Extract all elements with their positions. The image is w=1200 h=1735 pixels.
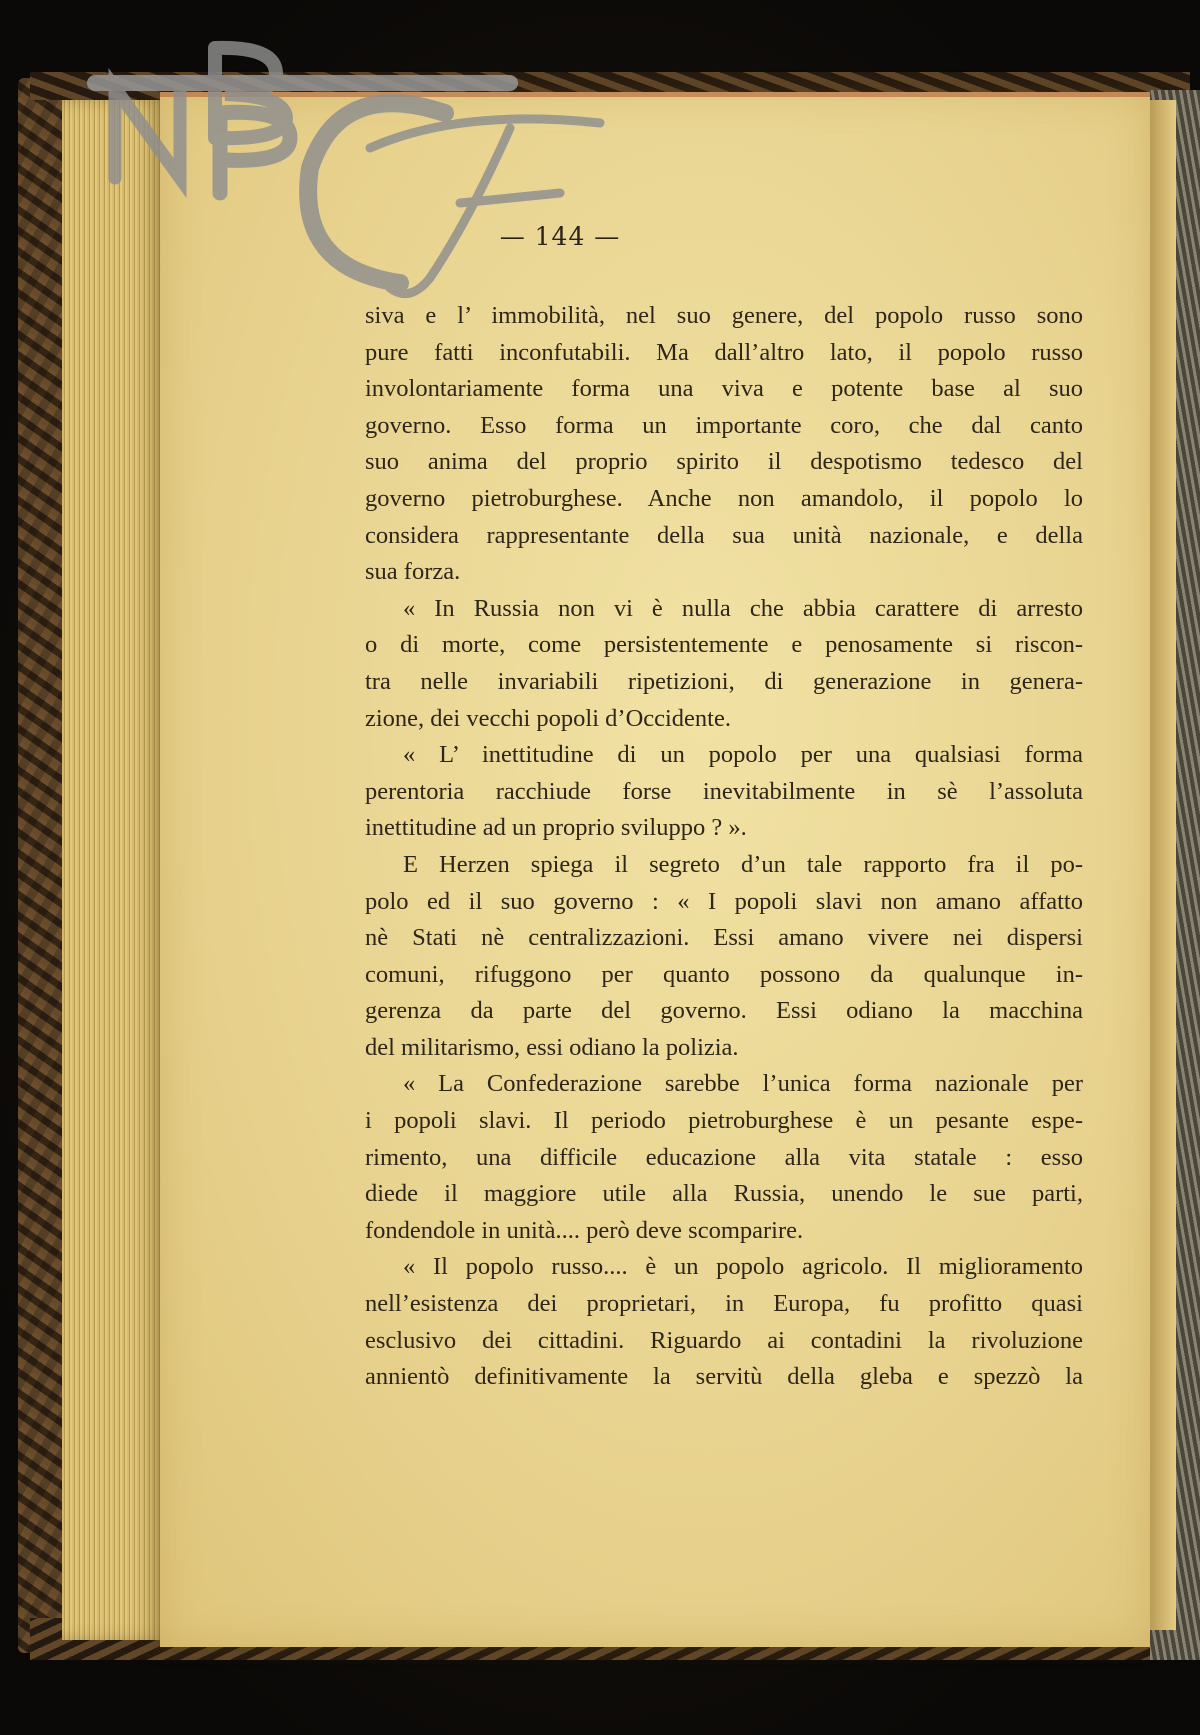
text-line: suo anima del proprio spirito il despotismo tedesco del	[365, 448, 1083, 476]
text-line: perentoria racchiude forse inevitabilmente in sè l’assoluta	[365, 777, 1083, 805]
text-line: siva e l’ immobilità, nel suo genere, del popolo russo sono	[365, 302, 1083, 329]
text-line: diede il maggiore utile alla Russia, unendo le sue parti,	[365, 1180, 1083, 1208]
text-line: considera rappresentante della sua unità nazionale, e della	[365, 521, 1083, 549]
text-line: annientò definitivamente la servitù della gleba e spezzò la	[365, 1363, 1083, 1391]
text-line: « Il popolo russo.... è un popolo agricolo. Il miglioramento	[403, 1253, 1083, 1281]
text-line: rimento, una difficile educazione alla vita statale : esso	[365, 1143, 1083, 1171]
text-line: « La Confederazione sarebbe l’unica forma nazionale per	[403, 1070, 1083, 1098]
text-line: polo ed il suo governo : « I popoli slavi non amano affatto	[365, 887, 1083, 915]
next-leaf-edge	[1150, 100, 1176, 1630]
text-line: nell’esistenza dei proprietari, in Europa, fu profitto quasi	[365, 1290, 1083, 1318]
text-line: gerenza da parte del governo. Essi odiano la macchina	[365, 997, 1083, 1025]
library-watermark-logo	[40, 18, 680, 308]
text-line: involontariamente forma una viva e potente base al suo	[365, 375, 1083, 403]
text-line: governo. Esso forma un importante coro, che dal canto	[365, 411, 1083, 439]
text-line: sua forza.	[365, 558, 461, 586]
text-line: governo pietroburghese. Anche non amandolo, il popolo lo	[365, 484, 1083, 512]
text-line: tra nelle invariabili ripetizioni, di generazione in genera-	[365, 667, 1083, 695]
text-line: nè Stati nè centralizzazioni. Essi amano vivere nei dispersi	[365, 924, 1083, 952]
text-line: E Herzen spiega il segreto d’un tale rapporto fra il po-	[403, 850, 1083, 878]
text-line: del militarismo, essi odiano la polizia.	[365, 1033, 739, 1061]
text-line: o di morte, come persistentemente e penosamente si riscon-	[365, 631, 1083, 659]
text-line: zione, dei vecchi popoli d’Occidente.	[365, 704, 731, 732]
text-line: « L’ inettitudine di un popolo per una qualsiasi forma	[403, 741, 1083, 769]
text-line: « In Russia non vi è nulla che abbia carattere di arresto	[403, 594, 1083, 622]
page-body-text	[365, 298, 1083, 1396]
text-line: inettitudine ad un proprio sviluppo ? ».	[365, 814, 747, 842]
text-line: comuni, rifuggono per quanto possono da qualunque in-	[365, 960, 1083, 988]
text-line: pure fatti inconfutabili. Ma dall’altro lato, il popolo russo	[365, 338, 1083, 366]
text-line: i popoli slavi. Il periodo pietroburghese è un pesante espe-	[365, 1107, 1083, 1135]
text-line: esclusivo dei cittadini. Riguardo ai contadini la rivoluzione	[365, 1326, 1083, 1354]
text-line: fondendole in unità.... però deve scomparire.	[365, 1216, 804, 1244]
page-number: — 144 —	[499, 222, 621, 251]
